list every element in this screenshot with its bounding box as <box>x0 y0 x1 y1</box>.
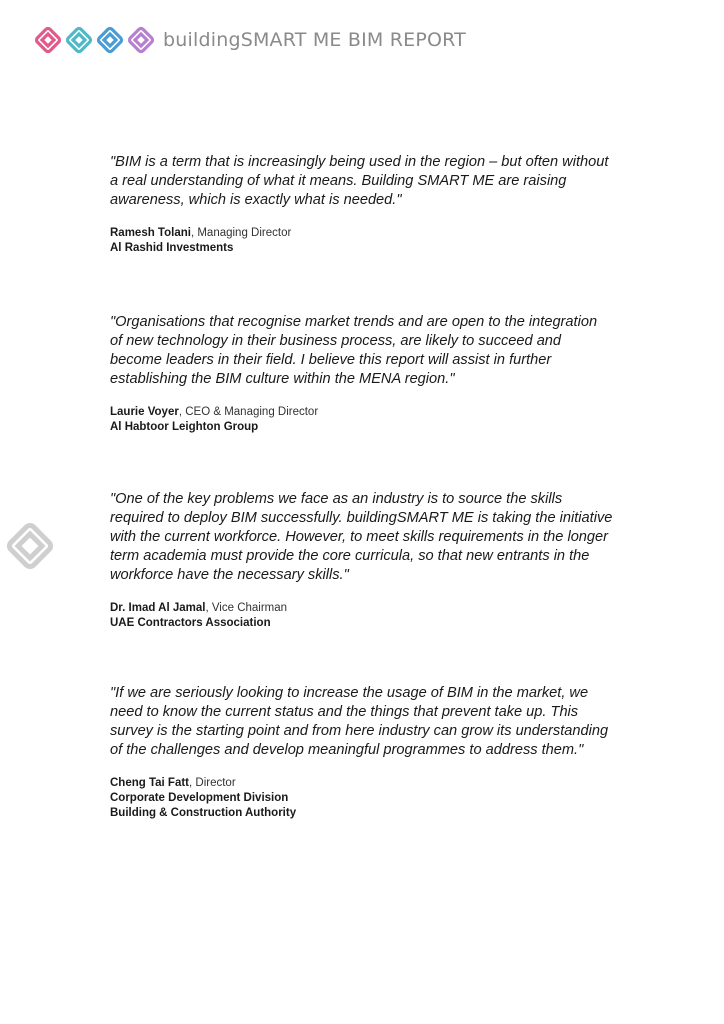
quote-line: a real understanding of what it means. Building SMART ME are raising <box>110 173 567 189</box>
quote-line: "BIM is a term that is increasingly being used in the region – but often without <box>110 154 609 170</box>
quote-text <box>110 490 620 585</box>
organisation: UAE Contractors Association <box>110 617 271 629</box>
person-name: Laurie Voyer <box>110 406 179 418</box>
attribution <box>110 226 620 256</box>
person-role: , Managing Director <box>190 227 292 239</box>
report-header <box>34 24 466 56</box>
person-name: Cheng Tai Fatt <box>110 777 190 789</box>
quote-line: of the challenges and develop meaningful programmes to address them." <box>110 742 584 758</box>
knot-logo-icon <box>127 26 155 54</box>
organisation: Al Habtoor Leighton Group <box>110 421 259 433</box>
quote-line: "One of the key problems we face as an industry is to source the skills <box>110 491 563 507</box>
knot-logo-icon <box>65 26 93 54</box>
person-name: Dr. Imad Al Jamal <box>110 602 206 614</box>
organisation: Building & Construction Authority <box>110 807 297 819</box>
testimonial-3 <box>110 490 620 631</box>
person-name: Ramesh Tolani <box>110 227 191 239</box>
quote-line: "If we are seriously looking to increase the usage of BIM in the market, we <box>110 685 589 701</box>
person-role: , CEO & Managing Director <box>178 406 319 418</box>
organisation: Al Rashid Investments <box>110 242 234 254</box>
quote-line: awareness, which is exactly what is needed." <box>110 192 402 208</box>
quote-text <box>110 684 620 760</box>
testimonial-4 <box>110 684 620 821</box>
knot-logo-icon <box>34 26 62 54</box>
attribution <box>110 601 620 631</box>
testimonial-1 <box>110 153 620 256</box>
organisation: Corporate Development Division <box>110 792 289 804</box>
quote-line: with the current workforce. However, to meet skills requirements in the longer <box>110 529 609 545</box>
attribution <box>110 405 620 435</box>
knot-watermark-icon <box>4 518 56 574</box>
knot-logo-icon <box>96 26 124 54</box>
quote-line: need to know the current status and the things that prevent take up. This <box>110 704 579 720</box>
quote-text <box>110 153 620 210</box>
person-role: , Director <box>189 777 236 789</box>
quote-line: of new technology in their business process, are likely to succeed and <box>110 333 562 349</box>
quote-line: term academia must provide the core curricula, so that new entrants in the <box>110 548 590 564</box>
quote-line: workforce have the necessary skills." <box>110 567 349 583</box>
quote-line: establishing the BIM culture within the MENA region." <box>110 371 455 387</box>
quote-line: "Organisations that recognise market trends and are open to the integration <box>110 314 598 330</box>
attribution <box>110 776 620 821</box>
quote-line: survey is the starting point and from here industry can grow its understanding <box>110 723 609 739</box>
person-role: , Vice Chairman <box>205 602 288 614</box>
quote-line: become leaders in their field. I believe this report will assist in further <box>110 352 552 368</box>
testimonial-2 <box>110 313 620 435</box>
quote-line: required to deploy BIM successfully. buildingSMART ME is taking the initiative <box>110 510 613 526</box>
quote-text <box>110 313 620 389</box>
report-title: buildingSMART ME BIM REPORT <box>163 29 466 51</box>
